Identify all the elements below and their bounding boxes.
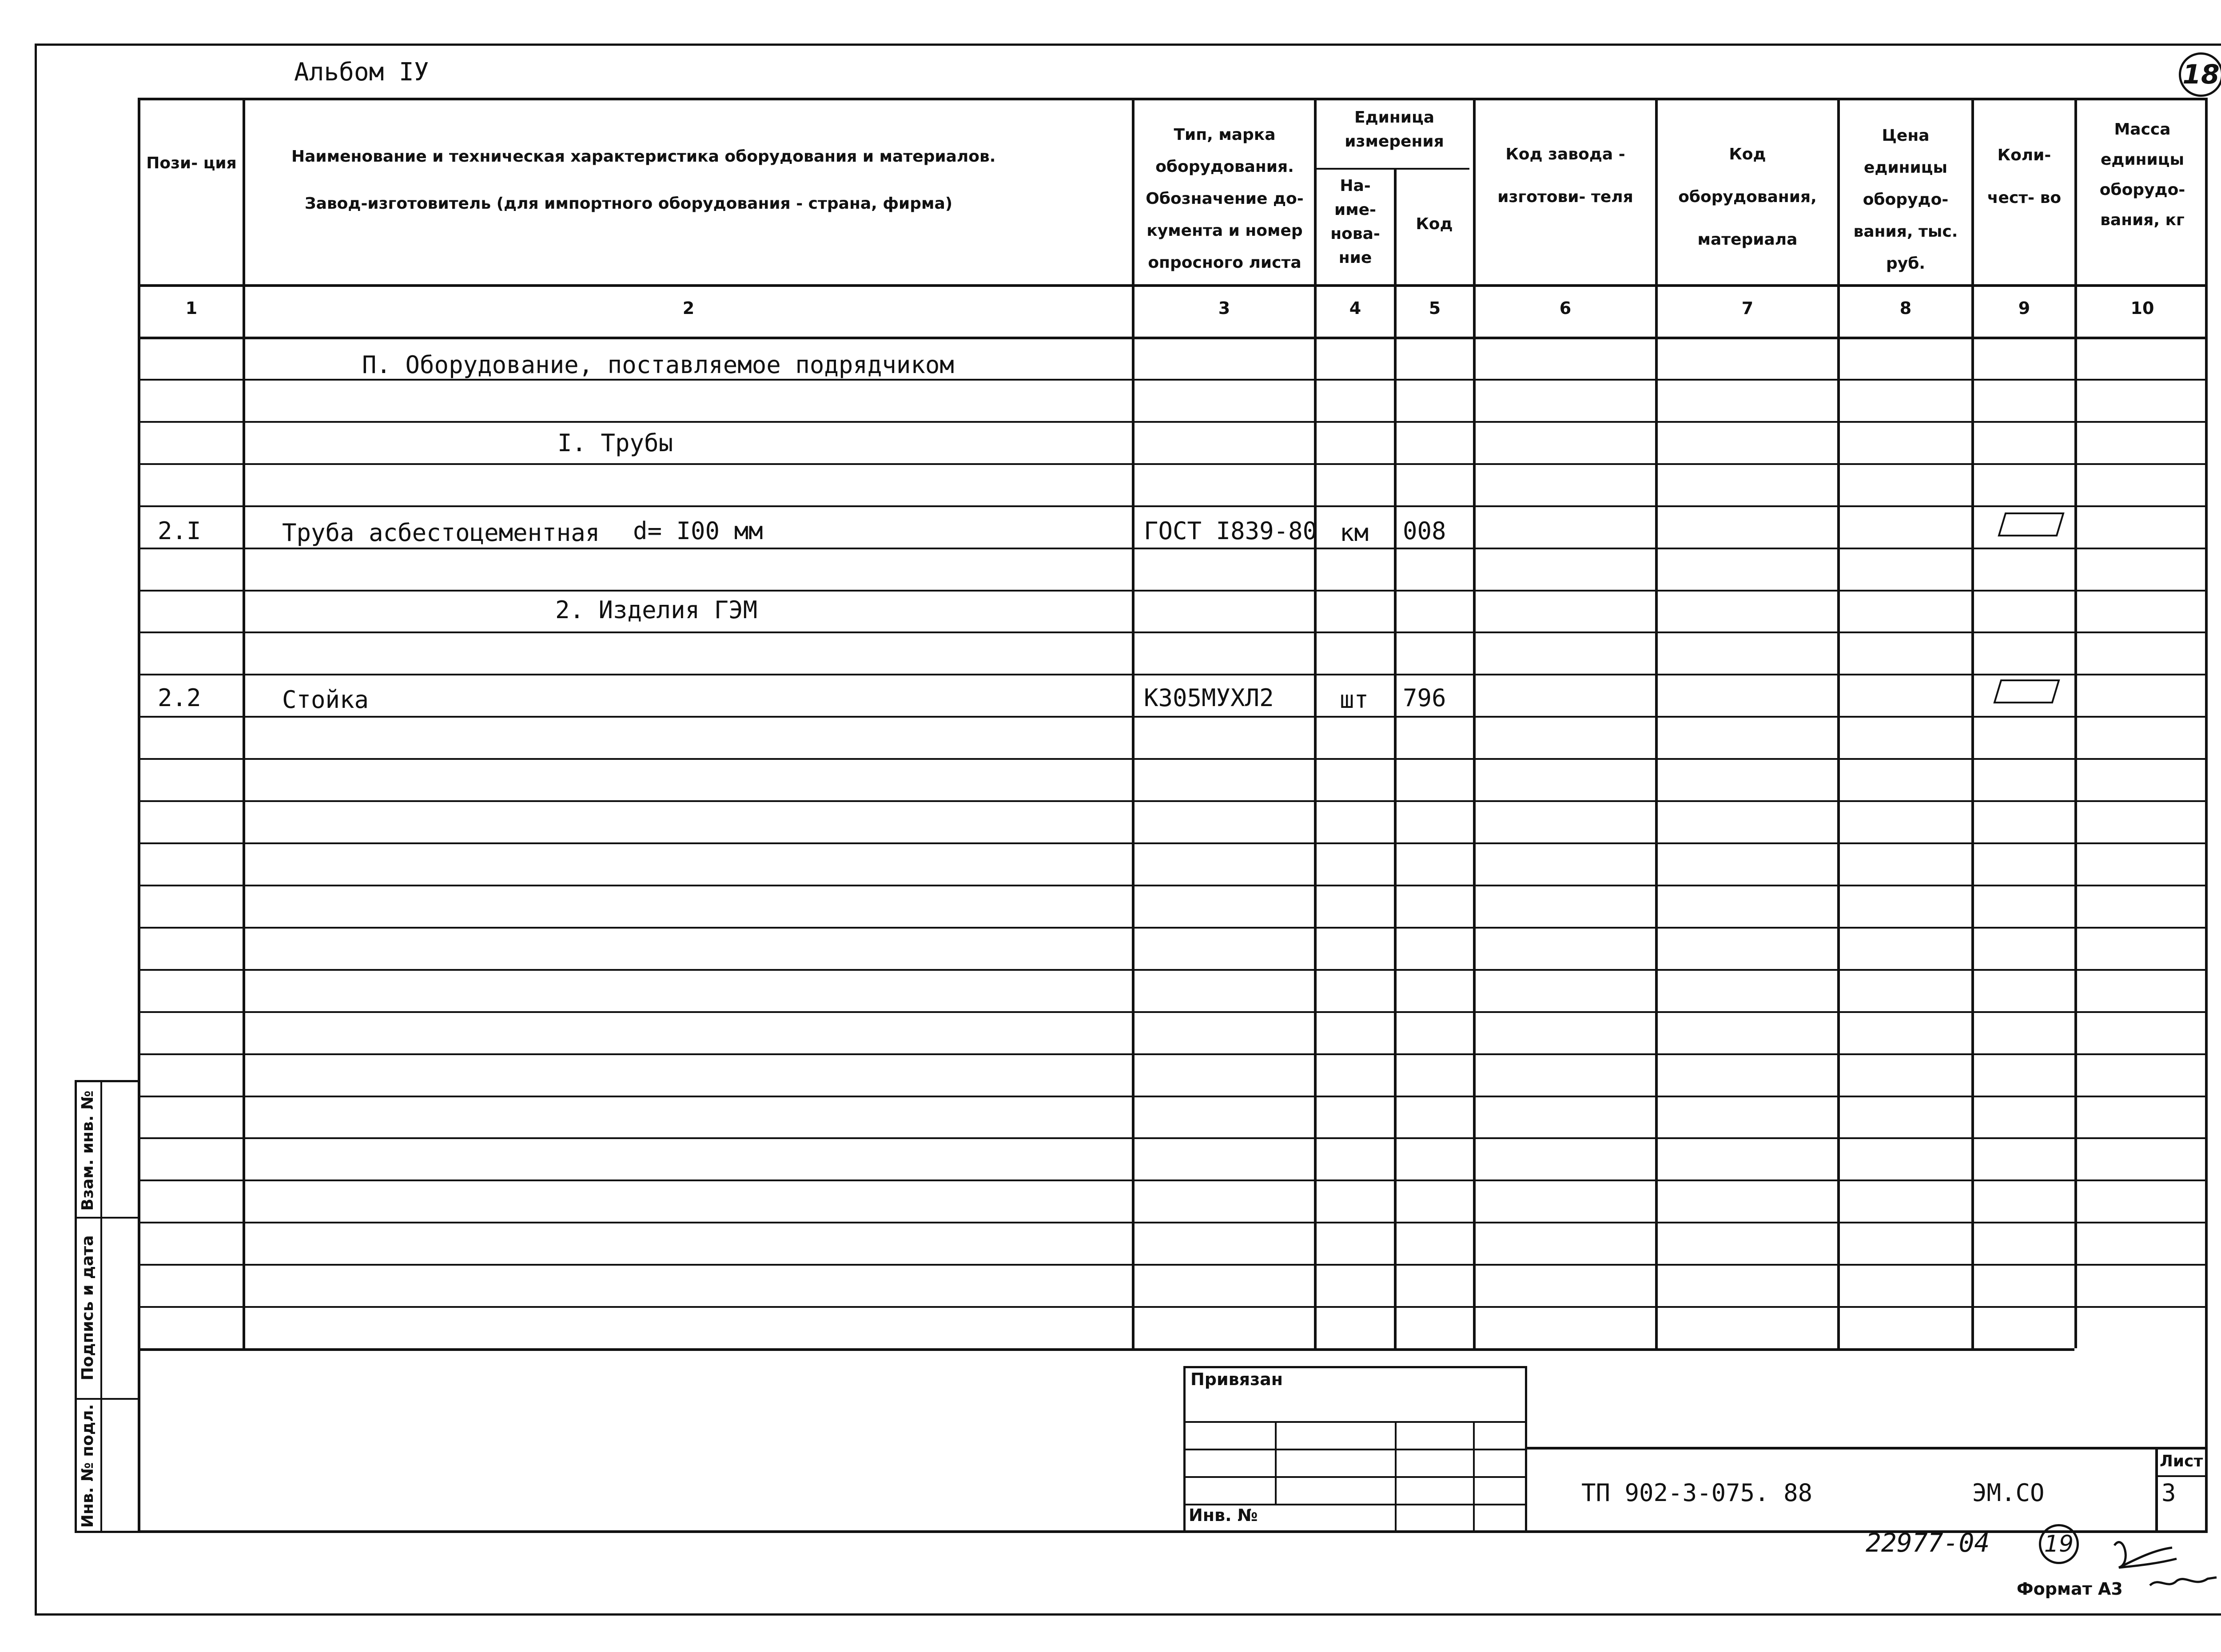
row-line [138, 1179, 2208, 1181]
colnum-4: 4 [1349, 298, 1361, 318]
privyazan-label: Привязан [1190, 1370, 1283, 1389]
row-line [138, 674, 2208, 675]
row-1-type: ГОСТ I839-80 [1144, 517, 1317, 545]
doc-mark: ЭМ.СО [1972, 1479, 2045, 1507]
row-line [138, 505, 2208, 507]
side-label-inv: Инв. № подл. [79, 1404, 97, 1528]
row-2-type: К305МУХЛ2 [1144, 684, 1274, 712]
row-2-code: 796 [1403, 684, 1446, 712]
row-line [138, 590, 2208, 592]
row-line [138, 631, 2208, 633]
privyazan-vline-1 [1275, 1421, 1277, 1504]
header-unit-name: На- име- нова- ние [1330, 177, 1380, 267]
row-line [138, 716, 2208, 718]
subsection-gem: 2. Изделия ГЭМ [555, 596, 758, 624]
header-type: Тип, марка оборудования. Обозначение до- кумента и номер опросного листа [1146, 126, 1304, 272]
header-unit-group: Единица измерения [1345, 108, 1444, 151]
header-pos: Пози- ция [146, 154, 237, 172]
row-1-unit: км [1340, 519, 1369, 547]
colnum-9: 9 [2018, 298, 2030, 318]
colnum-2: 2 [682, 298, 695, 318]
row-line [138, 379, 2208, 381]
header-name-line2: Завод-изготовитель (для импортного оборудования - страна, фирма) [305, 195, 953, 213]
row-1-code: 008 [1403, 517, 1446, 545]
privyazan-line-3 [1183, 1476, 1527, 1478]
album-label: Альбом IУ [294, 58, 429, 87]
colnum-5: 5 [1429, 298, 1441, 318]
unit-group-line [1314, 168, 1469, 170]
privyazan-line-2 [1183, 1449, 1527, 1450]
row-2-pos: 2.2 [158, 684, 201, 712]
colnum-3: 3 [1218, 298, 1230, 318]
sheet-label: Лист [2160, 1452, 2203, 1470]
row-line [138, 885, 2208, 886]
doc-code: ТП 902-3-075. 88 [1581, 1479, 1813, 1507]
row-line [138, 969, 2208, 971]
col-line-2 [1132, 98, 1134, 1348]
title-block-top [1527, 1447, 2208, 1449]
colnum-6: 6 [1559, 298, 1572, 318]
circled-number-text: 19 [2044, 1531, 2074, 1557]
row-line [138, 1096, 2208, 1097]
header-equipment-code: Код оборудования, материала [1678, 145, 1817, 249]
header-unit-code: Код [1416, 215, 1453, 233]
handwritten-number: 22977-04 [1866, 1528, 1990, 1558]
col-line-7 [1837, 98, 1840, 1348]
col-line-9 [2074, 98, 2077, 1348]
col-line-8 [1971, 98, 1974, 1348]
circled-number [2039, 1524, 2079, 1564]
row-line [138, 1053, 2208, 1055]
col-line-1 [243, 98, 245, 1348]
table-bottom-line [138, 1348, 2074, 1351]
row-line [138, 1137, 2208, 1139]
header-name-line1: Наименование и техническая характеристика оборудования и материалов. [291, 147, 996, 166]
row-line [138, 1011, 2208, 1013]
row-line [138, 758, 2208, 760]
col-line-3 [1314, 98, 1317, 1348]
inv-no-label: Инв. № [1189, 1505, 1258, 1525]
row-2-name: Стойка [282, 686, 369, 714]
format-label: Формат А3 [2017, 1579, 2123, 1599]
row-1-diameter: d= I00 мм [633, 517, 763, 545]
side-strip-divider [100, 1080, 102, 1533]
colnum-8: 8 [1899, 298, 1912, 318]
subsection-pipes: I. Трубы [557, 429, 673, 457]
page-number: 18 [2182, 59, 2220, 90]
page-number-circle [2179, 52, 2221, 97]
privyazan-line-1 [1183, 1421, 1527, 1423]
section-title: П. Оборудование, поставляемое подрядчиком [362, 351, 954, 379]
sheet-number: 3 [2161, 1479, 2176, 1507]
header-bottom-line [138, 284, 2208, 287]
row-line [138, 1264, 2208, 1266]
side-label-vzam: Взам. инв. № [79, 1090, 97, 1211]
colnum-10: 10 [2130, 298, 2154, 318]
row-line [138, 1306, 2208, 1308]
col-line-5 [1473, 98, 1476, 1348]
row-line [138, 800, 2208, 802]
row-1-pos: 2.I [158, 517, 201, 545]
side-label-podpis: Подпись и дата [79, 1235, 97, 1381]
sheet-cell-divider [2155, 1475, 2208, 1477]
signature-mark [2106, 1528, 2221, 1594]
row-line [138, 548, 2208, 549]
header-mass: Масса единицы оборудо- вания, кг [2099, 120, 2185, 229]
colnum-7: 7 [1741, 298, 1754, 318]
header-factory-code: Код завода - изготови- теля [1497, 145, 1633, 206]
side-strip-line-1 [75, 1217, 140, 1219]
row-line [138, 463, 2208, 465]
colnum-bottom-line [138, 337, 2208, 339]
row-1-quantity-mark [1986, 510, 2066, 541]
header-quantity: Коли- чест- во [1987, 146, 2062, 207]
row-line [138, 1222, 2208, 1223]
row-2-unit: шт [1340, 686, 1369, 714]
privyazan-vline-3 [1473, 1421, 1475, 1533]
row-line [138, 927, 2208, 929]
col-line-6 [1655, 98, 1658, 1348]
privyazan-vline-2 [1395, 1421, 1397, 1533]
row-line [138, 421, 2208, 423]
row-2-quantity-mark [1981, 677, 2061, 708]
row-line [138, 842, 2208, 844]
colnum-1: 1 [185, 298, 198, 318]
header-price: Цена единицы оборудо- вания, тыс. руб. [1853, 127, 1958, 273]
row-1-name: Труба асбестоцементная [282, 519, 600, 547]
sheet-cell-left [2155, 1447, 2158, 1533]
